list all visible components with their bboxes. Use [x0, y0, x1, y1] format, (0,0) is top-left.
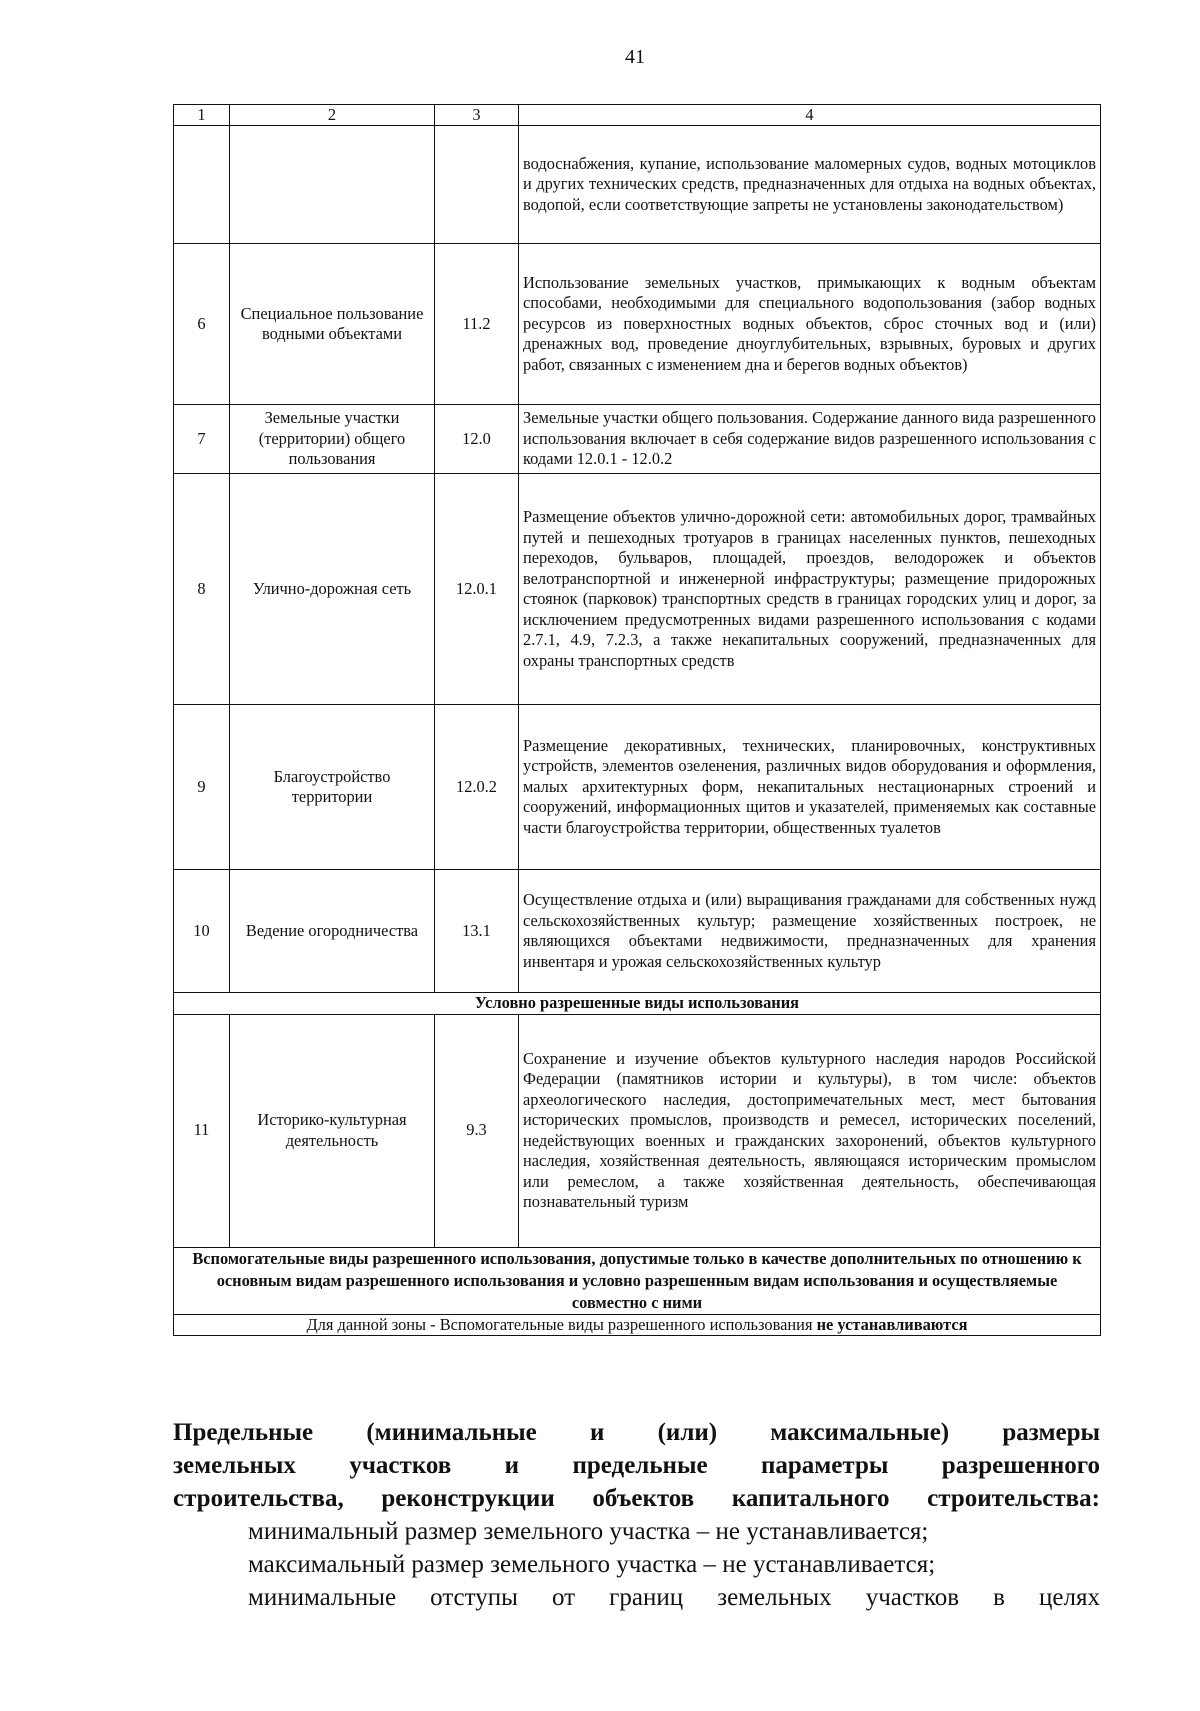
row-name: Благоустройство территории — [230, 705, 435, 870]
table-row — [174, 244, 1101, 405]
row-description: Размещение объектов улично-дорожной сети: автомобильных дорог, трамвайных путей и пешеходных тротуаров в границах населенных пунктов, пешеходных переходов, бульваров, площадей, проездов, велодорожек и объектов велотранспортной и инженерной инфраструктуры; размещение придорожных стоянок (парковок) транспортных средств в границах городских улиц и дорог, за исключением предусмотренных видами разрешенного использования с кодами 2.7.1, 4.9, 7.2.3, а также некапитальных сооружений, предназначенных для охраны транспортных средств — [519, 474, 1101, 705]
row-number: 8 — [174, 474, 230, 705]
header-col-3: 3 — [435, 105, 519, 126]
auxiliary-note: Вспомогательные виды разрешенного использования, допустимые только в качестве дополнительных по отношению к основным видам разрешенного использования и условно разрешенным видам использования и осуществляемые совместно с ними — [174, 1247, 1101, 1314]
row-name: Историко-культурная деятельность — [230, 1014, 435, 1247]
row-code: 12.0.2 — [435, 705, 519, 870]
row-code — [435, 126, 519, 244]
row-description: водоснабжения, купание, использование маломерных судов, водных мотоциклов и других технических средств, предназначенных для отдыха на водных объектах, водопой, если соответствующие запреты не установлены законодательством) — [519, 126, 1101, 244]
auxiliary-zone-prefix: Для данной зоны - Вспомогательные виды разрешенного использования — [306, 1314, 817, 1334]
table-row — [174, 474, 1101, 705]
header-col-2: 2 — [230, 105, 435, 126]
row-description: Сохранение и изучение объектов культурного наследия народов Российской Федерации (памятников истории и культуры), в том числе: объектов археологического наследия, достопримечательных мест, мест бытования исторических промыслов, производств и ремесел, исторических поселений, недействующих военных и гражданских захоронений, объектов культурного наследия, хозяйственная деятельность, являющаяся историческим промыслом или ремеслом, а также хозяйственная деятельность, обеспечивающая познавательный туризм — [519, 1014, 1101, 1247]
row-description: Осуществление отдыха и (или) выращивания гражданами для собственных нужд сельскохозяйственных культур; размещение хозяйственных построек, не являющихся объектами недвижимости, предназначенных для хранения инвентаря и урожая сельскохозяйственных культур — [519, 870, 1101, 993]
heading-line: Предельные (минимальные и (или) максимальные) размеры — [173, 1419, 1100, 1446]
row-description: Земельные участки общего пользования. Содержание данного вида разрешенного использования включает в себя содержание видов разрешенного использования с кодами 12.0.1 - 12.0.2 — [519, 405, 1101, 474]
row-name: Ведение огородничества — [230, 870, 435, 993]
header-col-1: 1 — [174, 105, 230, 126]
limits-heading — [173, 1416, 1100, 1614]
auxiliary-note-row — [174, 1247, 1101, 1314]
section-header-row — [174, 993, 1101, 1015]
row-number: 6 — [174, 244, 230, 405]
header-col-4: 4 — [519, 105, 1101, 126]
row-name: Улично-дорожная сеть — [230, 474, 435, 705]
row-code: 13.1 — [435, 870, 519, 993]
table-row — [174, 705, 1101, 870]
row-number: 7 — [174, 405, 230, 474]
heading-line: строительства, реконструкции объектов капитального строительства: — [173, 1485, 1100, 1512]
row-number: 11 — [174, 1014, 230, 1247]
row-code: 12.0 — [435, 405, 519, 474]
land-use-table — [173, 104, 1101, 1336]
auxiliary-zone-bold: не устанавливаются — [816, 1314, 968, 1334]
row-code: 11.2 — [435, 244, 519, 405]
row-name: Специальное пользование водными объектами — [230, 244, 435, 405]
body-paragraph: минимальные отступы от границ земельных участков в целях — [248, 1584, 1100, 1611]
table-row — [174, 1014, 1101, 1247]
table-row — [174, 126, 1101, 244]
table-row — [174, 870, 1101, 993]
auxiliary-zone-row — [174, 1314, 1101, 1335]
table-header-row — [174, 105, 1101, 126]
table-row — [174, 405, 1101, 474]
row-number — [174, 126, 230, 244]
section-title: Условно разрешенные виды использования — [174, 993, 1101, 1015]
row-description: Размещение декоративных, технических, планировочных, конструктивных устройств, элементов озеленения, различных видов оборудования и оформления, малых архитектурных форм, некапитальных нестационарных строений и сооружений, информационных щитов и указателей, применяемых как составные части благоустройства территории, общественных туалетов — [519, 705, 1101, 870]
body-paragraph: максимальный размер земельного участка – не устанавливается; — [248, 1551, 936, 1578]
page-number: 41 — [625, 46, 645, 68]
row-name: Земельные участки (территории) общего пользования — [230, 405, 435, 474]
row-name — [230, 126, 435, 244]
row-code: 9.3 — [435, 1014, 519, 1247]
heading-line: земельных участков и предельные параметры разрешенного — [173, 1452, 1100, 1479]
row-code: 12.0.1 — [435, 474, 519, 705]
body-paragraph: минимальный размер земельного участка – не устанавливается; — [248, 1518, 929, 1545]
auxiliary-zone-note — [174, 1314, 1101, 1335]
row-number: 10 — [174, 870, 230, 993]
row-description: Использование земельных участков, примыкающих к водным объектам способами, необходимыми для специального водопользования (забор водных ресурсов из поверхностных водных объектов, сброс сточных вод и (или) дренажных вод, проведение дноуглубительных, взрывных, буровых и других работ, связанных с изменением дна и берегов водных объектов) — [519, 244, 1101, 405]
row-number: 9 — [174, 705, 230, 870]
